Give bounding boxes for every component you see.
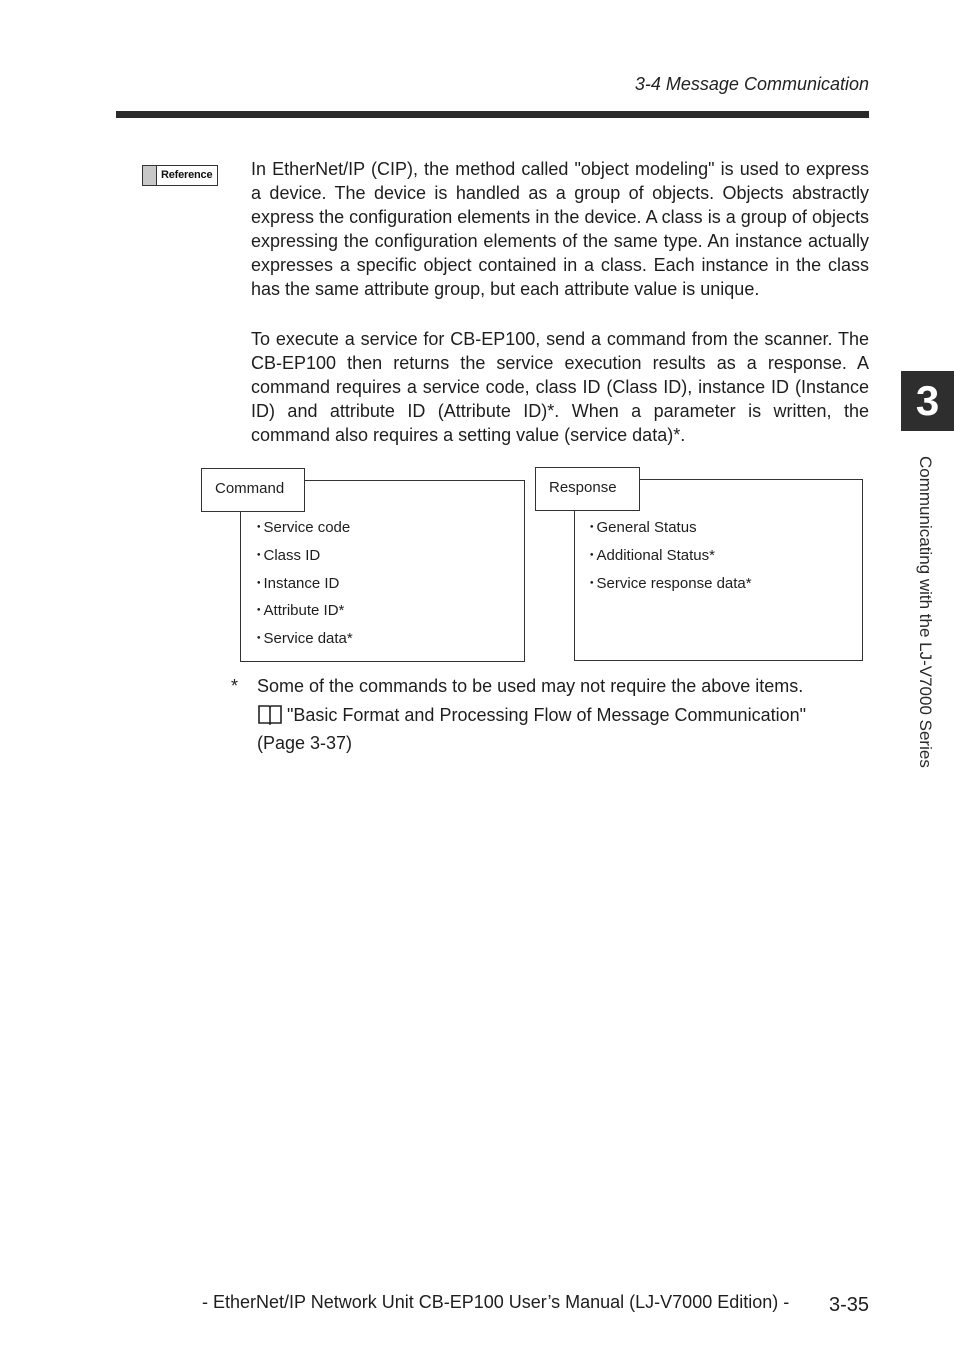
command-item: ･ Service data*	[255, 628, 353, 656]
intro-paragraph: In EtherNet/IP (CIP), the method called "object modeling" is used to express a device. The device is handled as a group of objects. Objects abstractly express the configuration elements in the device. A class is a group of objects expressing the configuration elements of the same type. An instance actually expresses a specific object contained in a class. Each instance in the class has the same attribute group, but each attribute value is unique.	[251, 159, 869, 299]
response-item: ･ General Status	[588, 517, 752, 545]
cross-reference-text: "Basic Format and Processing Flow of Message Communication" (Page 3-37)	[257, 705, 806, 753]
section-title: 3-4 Message Communication	[634, 74, 869, 94]
response-item-list	[588, 517, 752, 600]
command-item: ･ Attribute ID*	[255, 600, 353, 628]
command-item: ･ Service code	[255, 517, 353, 545]
reference-badge	[142, 165, 218, 186]
response-item: ･ Additional Status*	[588, 545, 752, 573]
header-rule	[116, 111, 869, 118]
reference-badge-label: Reference	[161, 169, 213, 181]
footnote-marker: *	[231, 676, 239, 696]
chapter-side-caption: Communicating with the LJ-V7000 Series	[916, 456, 935, 768]
command-label: Command	[201, 468, 305, 512]
chapter-tab: 3	[901, 371, 954, 431]
footer-manual-title: - EtherNet/IP Network Unit CB-EP100 User’s Manual (LJ-V7000 Edition) -	[202, 1292, 790, 1312]
book-icon	[257, 703, 283, 731]
response-label: Response	[535, 467, 640, 511]
command-item-list	[255, 517, 353, 656]
page-number: 3-35	[828, 1294, 869, 1316]
reference-badge-tab	[143, 166, 157, 185]
command-item: ･ Instance ID	[255, 573, 353, 601]
response-item: ･ Service response data*	[588, 573, 752, 601]
footnote-text: Some of the commands to be used may not require the above items.	[257, 676, 804, 696]
command-paragraph: To execute a service for CB-EP100, send a command from the scanner. The CB-EP100 then returns the service execution results as a response. A command requires a service code, class ID (Class ID), instance ID (Instance ID) and attribute ID (Attribute ID)*. When a parameter is written, the command also requires a setting value (service data)*.	[251, 329, 869, 445]
command-item: ･ Class ID	[255, 545, 353, 573]
cross-reference-link[interactable]	[257, 703, 857, 755]
